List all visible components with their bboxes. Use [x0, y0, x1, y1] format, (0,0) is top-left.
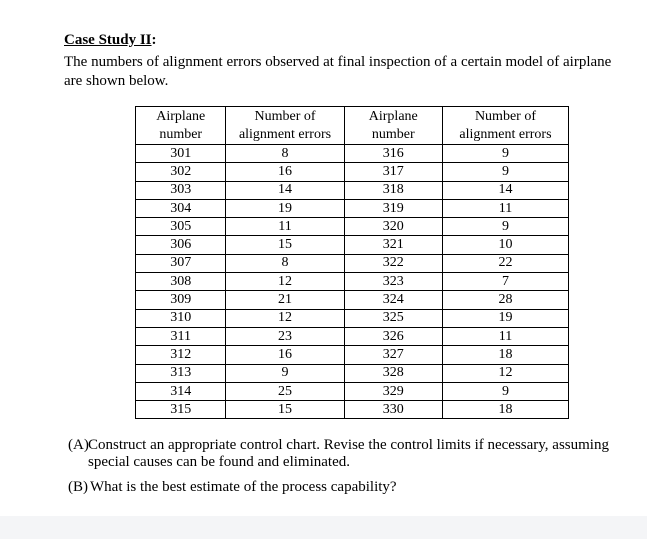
table-row: [136, 382, 569, 400]
error-count-cell: 9: [442, 382, 568, 400]
airplane-number-cell: 313: [136, 364, 226, 382]
airplane-number-cell: 307: [136, 254, 226, 272]
error-count-cell: 18: [442, 346, 568, 364]
airplane-number-cell: 302: [136, 163, 226, 181]
airplane-number-cell: 319: [344, 199, 442, 217]
airplane-number-cell: 325: [344, 309, 442, 327]
error-count-cell: 8: [226, 254, 344, 272]
table-row: [136, 291, 569, 309]
question-a: [68, 437, 628, 471]
error-count-cell: 10: [442, 236, 568, 254]
table-row: [136, 163, 569, 181]
airplane-number-cell: 306: [136, 236, 226, 254]
airplane-number-cell: 327: [344, 346, 442, 364]
airplane-number-cell: 330: [344, 401, 442, 419]
alignment-errors-table: [135, 106, 569, 419]
airplane-number-cell: 305: [136, 218, 226, 236]
airplane-number-cell: 323: [344, 273, 442, 291]
table-row: [136, 273, 569, 291]
error-count-cell: 21: [226, 291, 344, 309]
airplane-number-cell: 309: [136, 291, 226, 309]
airplane-number-cell: 314: [136, 382, 226, 400]
table-row: [136, 181, 569, 199]
case-study-heading: [64, 31, 157, 49]
error-count-cell: 19: [442, 309, 568, 327]
table-row: [136, 254, 569, 272]
error-count-cell: 25: [226, 382, 344, 400]
airplane-number-cell: 322: [344, 254, 442, 272]
airplane-number-cell: 318: [344, 181, 442, 199]
table-row: [136, 236, 569, 254]
error-count-cell: 12: [226, 273, 344, 291]
error-count-cell: 9: [442, 218, 568, 236]
airplane-number-cell: 316: [344, 145, 442, 163]
airplane-number-cell: 326: [344, 327, 442, 345]
error-count-cell: 16: [226, 346, 344, 364]
error-count-cell: 28: [442, 291, 568, 309]
table-row: [136, 346, 569, 364]
error-count-cell: 15: [226, 401, 344, 419]
case-study-colon: :: [151, 32, 157, 48]
airplane-number-cell: 324: [344, 291, 442, 309]
table-row: [136, 327, 569, 345]
table-row: [136, 145, 569, 163]
case-study-title: Case Study II: [64, 32, 152, 48]
error-count-cell: 19: [226, 199, 344, 217]
table-row: [136, 218, 569, 236]
airplane-number-cell: 301: [136, 145, 226, 163]
airplane-number-cell: 303: [136, 181, 226, 199]
error-count-cell: 8: [226, 145, 344, 163]
error-count-cell: 23: [226, 327, 344, 345]
header-alignment-errors-2: Number of alignment errors: [442, 107, 568, 145]
error-count-cell: 9: [442, 163, 568, 181]
header-alignment-errors: Number of alignment errors: [226, 107, 344, 145]
error-count-cell: 9: [442, 145, 568, 163]
error-count-cell: 15: [226, 236, 344, 254]
table-row: [136, 364, 569, 382]
header-airplane-number-2: Airplane number: [344, 107, 442, 145]
airplane-number-cell: 320: [344, 218, 442, 236]
table-row: [136, 199, 569, 217]
intro-paragraph: The numbers of alignment errors observed at final inspection of a certain model of airplane are shown below.: [64, 54, 612, 89]
error-count-cell: 18: [442, 401, 568, 419]
airplane-number-cell: 310: [136, 309, 226, 327]
header-airplane-number: Airplane number: [136, 107, 226, 145]
table-row: [136, 309, 569, 327]
table-header-row: [136, 107, 569, 145]
error-count-cell: 16: [226, 163, 344, 181]
bottom-band: [0, 516, 647, 539]
error-count-cell: 11: [442, 327, 568, 345]
error-count-cell: 12: [226, 309, 344, 327]
error-count-cell: 9: [226, 364, 344, 382]
question-b: [68, 479, 628, 496]
airplane-number-cell: 329: [344, 382, 442, 400]
question-b-text: What is the best estimate of the process capability?: [90, 479, 397, 495]
airplane-number-cell: 312: [136, 346, 226, 364]
table-row: [136, 401, 569, 419]
error-count-cell: 22: [442, 254, 568, 272]
airplane-number-cell: 304: [136, 199, 226, 217]
questions-list: [68, 437, 628, 504]
airplane-number-cell: 311: [136, 327, 226, 345]
question-a-label: (A): [68, 437, 89, 453]
error-count-cell: 11: [226, 218, 344, 236]
airplane-number-cell: 308: [136, 273, 226, 291]
question-b-label: (B): [68, 479, 88, 495]
airplane-number-cell: 321: [344, 236, 442, 254]
error-count-cell: 12: [442, 364, 568, 382]
question-a-text: Construct an appropriate control chart. Revise the control limits if necessary, assuming special causes can be found and eliminated.: [88, 437, 609, 470]
error-count-cell: 14: [442, 181, 568, 199]
airplane-number-cell: 315: [136, 401, 226, 419]
error-count-cell: 11: [442, 199, 568, 217]
airplane-number-cell: 317: [344, 163, 442, 181]
error-count-cell: 7: [442, 273, 568, 291]
airplane-number-cell: 328: [344, 364, 442, 382]
error-count-cell: 14: [226, 181, 344, 199]
